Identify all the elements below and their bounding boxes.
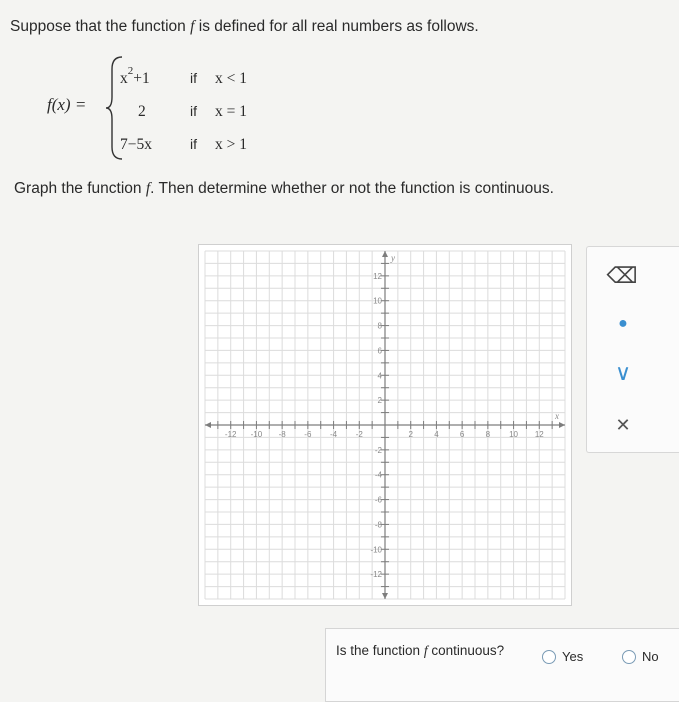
question-text: Is the function f continuous? (336, 643, 505, 658)
x-tick-label: 4 (434, 430, 439, 439)
eraser-tool-icon[interactable]: ⌫ (606, 263, 638, 288)
x-tick-label: 12 (534, 430, 544, 439)
clear-tool-icon[interactable]: ✕ (615, 414, 631, 435)
point-tool-icon[interactable]: ● (618, 315, 628, 332)
x-tick-label: -8 (278, 430, 286, 439)
y-tick-label: 2 (377, 396, 382, 406)
instruction: Graph the function f. Then determine whether or not the function is continuous. (14, 180, 554, 197)
y-tick-label: -6 (374, 495, 382, 505)
y-tick-label: 8 (377, 321, 382, 331)
y-tick-label: 4 (377, 371, 382, 381)
x-tick-label: 10 (509, 430, 519, 439)
y-tick-label: -12 (370, 570, 382, 580)
no-option[interactable]: No (622, 649, 659, 664)
x-tick-label: -10 (250, 430, 263, 439)
y-tick-label: 6 (377, 346, 382, 356)
x-tick-label: -6 (304, 430, 312, 439)
x-tick-label: -2 (355, 430, 363, 439)
x-axis-label: x (555, 411, 559, 421)
x-tick-label: 6 (459, 430, 465, 439)
y-axis-arrow (382, 251, 388, 257)
y-axis-arrow (382, 593, 388, 599)
case-row: $x^2+1$ if x < 1 (120, 65, 247, 87)
case-row: 7−5x if x > 1 (120, 136, 247, 153)
y-tick-label: -4 (374, 470, 382, 480)
continuity-question (325, 628, 679, 702)
yes-radio[interactable] (542, 650, 556, 664)
case-row: 2 if x = 1 (138, 103, 247, 120)
x-tick-label: -4 (330, 430, 338, 439)
coordinate-grid[interactable] (199, 245, 571, 605)
function-label: f(x) = (47, 95, 87, 114)
y-tick-label: 12 (373, 271, 382, 281)
open-point-tool-icon[interactable]: ∨ (614, 360, 632, 385)
y-tick-label: -10 (370, 545, 382, 555)
axes (205, 251, 565, 599)
x-tick-label: 2 (408, 430, 413, 439)
x-tick-label: 8 (485, 430, 491, 439)
graph-toolbar (586, 246, 679, 453)
tick-labels (225, 253, 559, 579)
y-tick-label: -8 (374, 520, 382, 530)
yes-option[interactable]: Yes (542, 649, 583, 664)
x-axis-arrow (205, 422, 211, 428)
prompt: Suppose that the function f is defined for all real numbers as follows. (10, 18, 479, 35)
x-tick-label: -12 (224, 430, 237, 439)
y-axis-label: y (391, 253, 395, 263)
y-tick-label: -2 (374, 445, 382, 455)
x-axis-arrow (559, 422, 565, 428)
y-tick-label: 10 (373, 296, 382, 306)
graph-canvas[interactable] (198, 244, 572, 606)
no-radio[interactable] (622, 650, 636, 664)
prompt-function-name: f (190, 18, 195, 35)
